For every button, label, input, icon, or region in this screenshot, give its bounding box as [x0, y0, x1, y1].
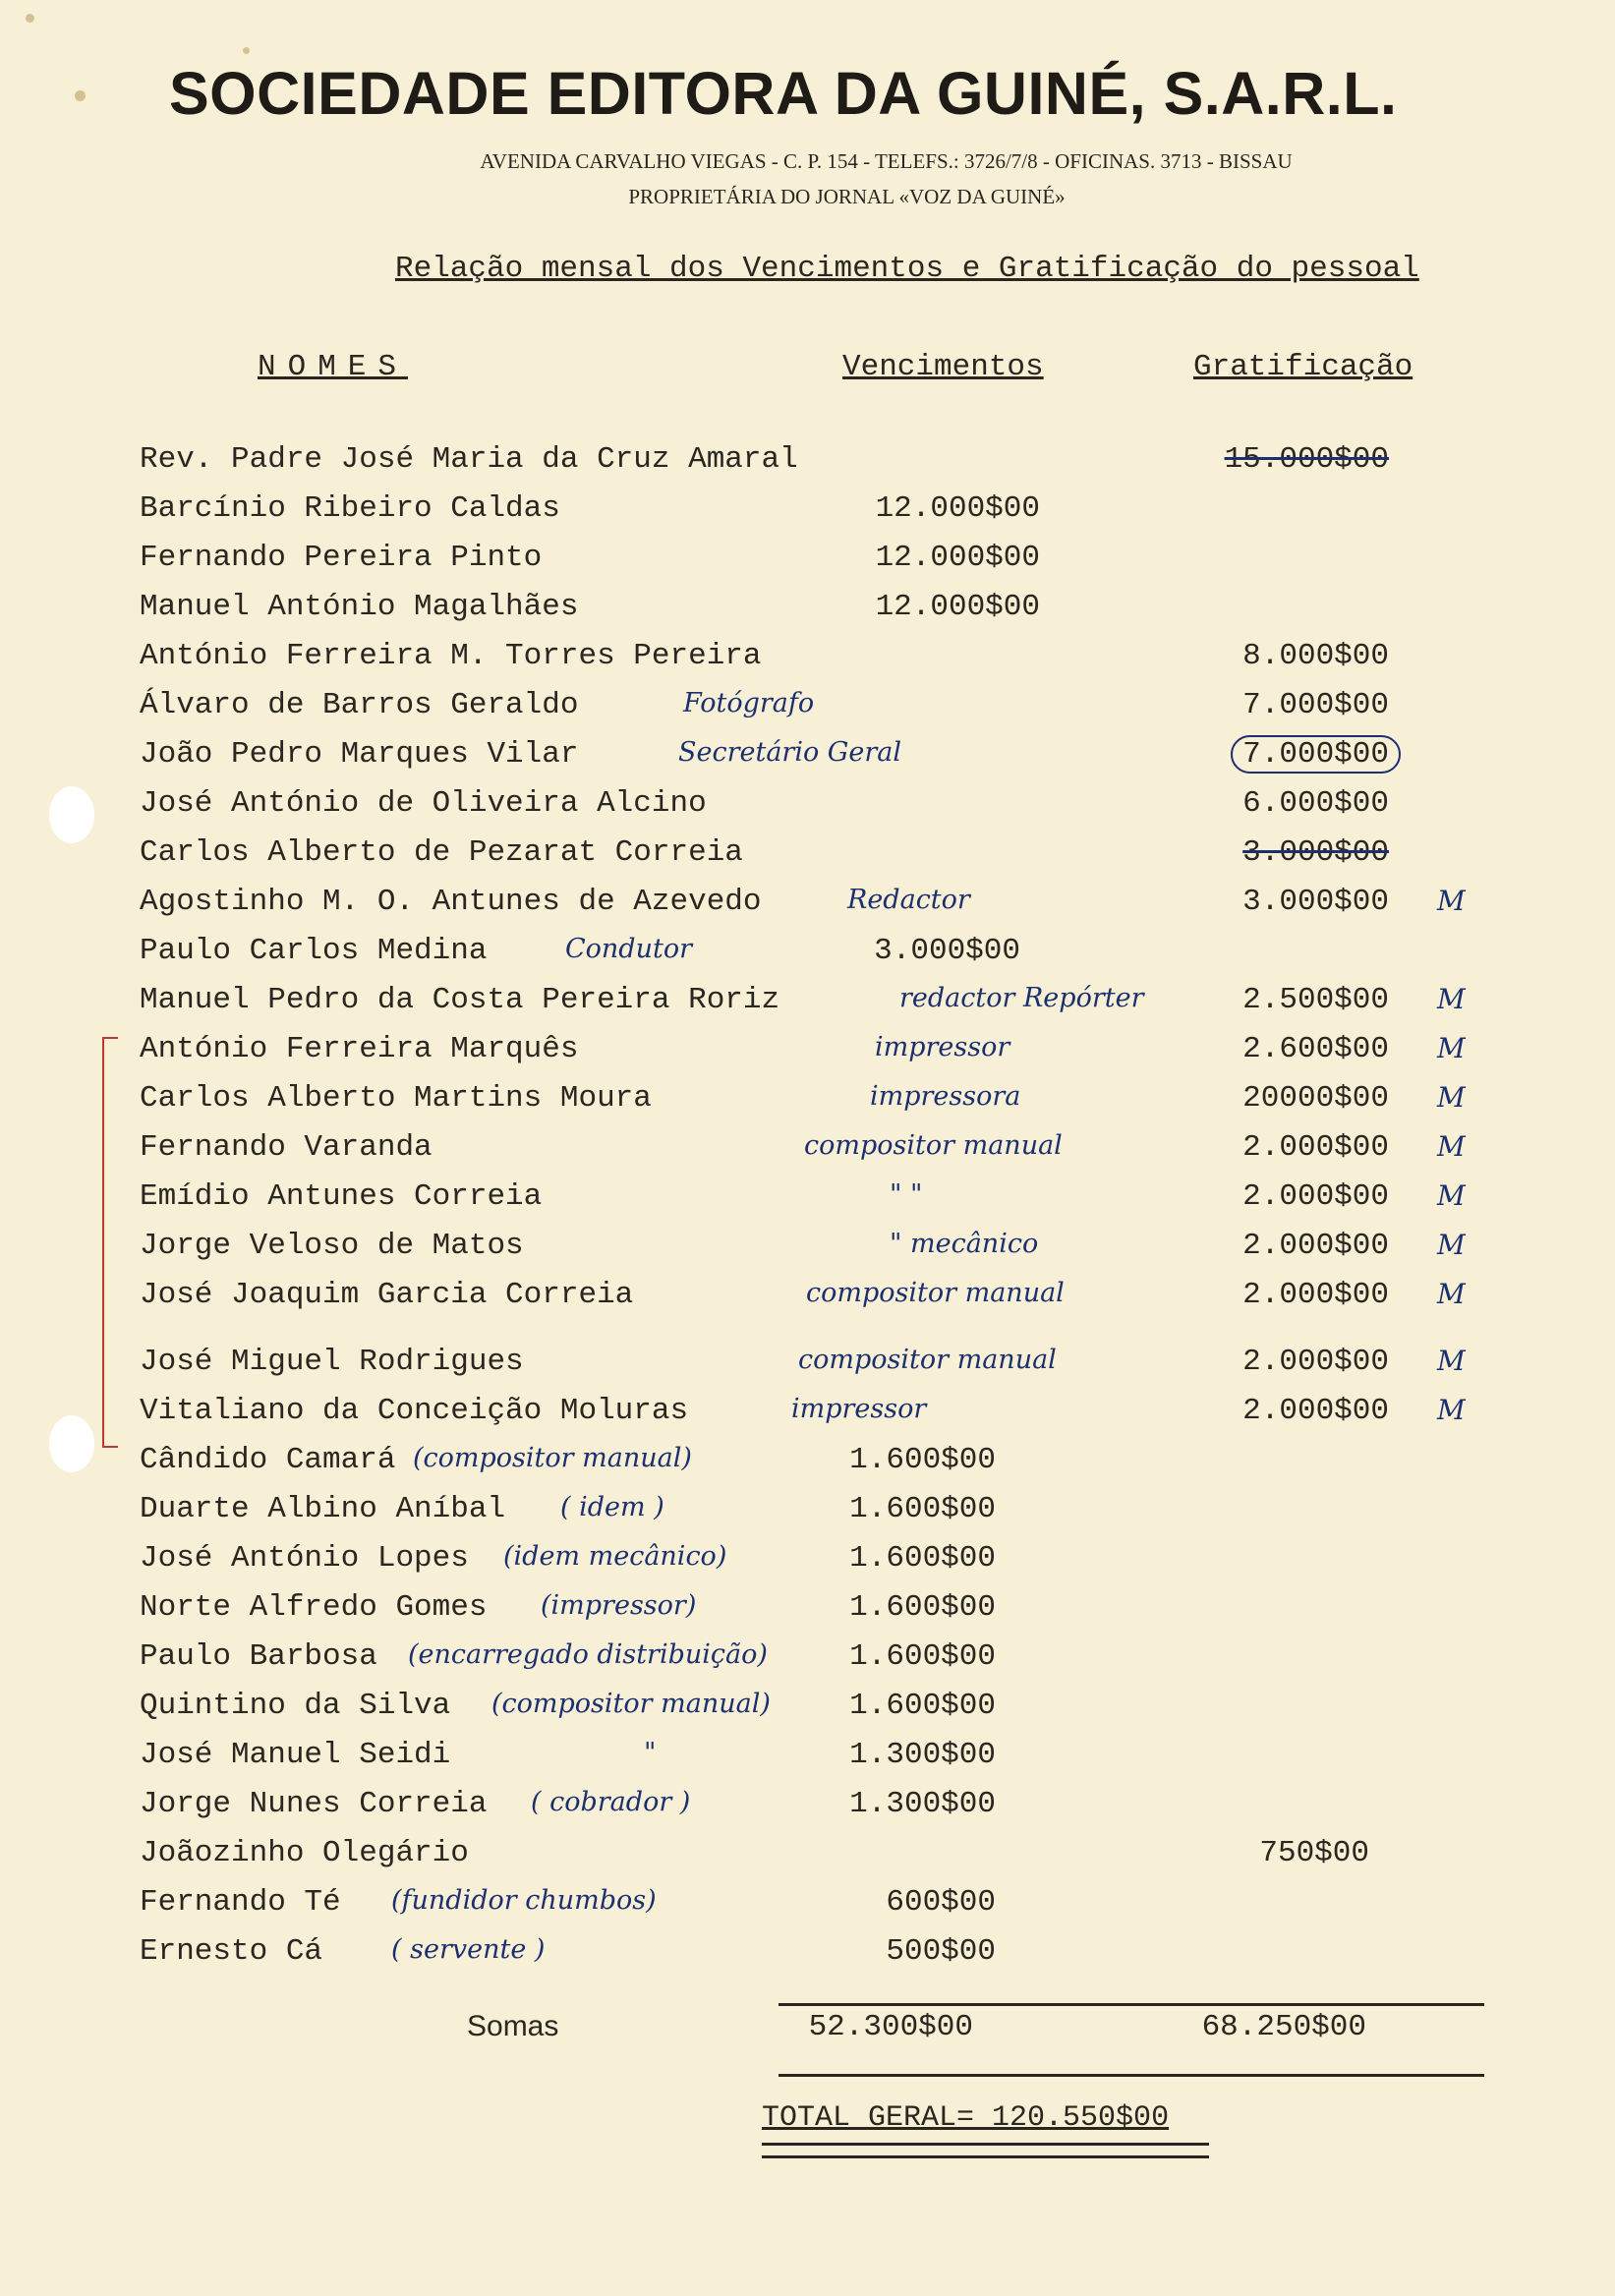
handwritten-role-note: impressora	[870, 1081, 1021, 1112]
bonus-amount: 20000$00	[1242, 1081, 1389, 1116]
table-row	[0, 1179, 1615, 1227]
table-row	[0, 737, 1615, 784]
staff-name: Carlos Alberto Martins Moura	[140, 1081, 652, 1116]
table-row	[0, 1081, 1615, 1128]
handwritten-mark: M	[1437, 1081, 1466, 1114]
table-row	[0, 1934, 1615, 1981]
staff-name: António Ferreira Marquês	[140, 1032, 579, 1066]
table-row	[0, 1689, 1615, 1736]
staff-name: Duarte Albino Aníbal	[140, 1492, 506, 1526]
staff-name: Vitaliano da Conceição Moluras	[140, 1394, 689, 1428]
table-row	[0, 688, 1615, 735]
salary-amount: 3.000$00	[874, 934, 1020, 968]
handwritten-role-note: (compositor manual)	[413, 1443, 692, 1473]
bonus-amount: 2.000$00	[1242, 1345, 1389, 1379]
salary-amount: 1.300$00	[849, 1738, 996, 1772]
bonus-amount	[1130, 737, 1389, 772]
document-title: Relação mensal dos Vencimentos e Gratificação do pessoal	[395, 252, 1419, 286]
table-row	[0, 786, 1615, 833]
staff-name: Jorge Nunes Correia	[140, 1787, 488, 1821]
table-row	[0, 885, 1615, 932]
table-row	[0, 1345, 1615, 1392]
handwritten-role-note: ( idem )	[560, 1492, 664, 1522]
table-row	[0, 1590, 1615, 1637]
bonus-amount: 8.000$00	[1242, 639, 1389, 673]
handwritten-role-note: compositor manual	[804, 1130, 1063, 1161]
table-row	[0, 541, 1615, 588]
salary-amount: 1.600$00	[849, 1639, 996, 1674]
table-row	[0, 442, 1615, 489]
salary-amount: 600$00	[886, 1885, 996, 1920]
staff-name: Manuel Pedro da Costa Pereira Roriz	[140, 983, 780, 1017]
bonus-amount: 7.000$00	[1242, 688, 1389, 722]
table-row	[0, 1492, 1615, 1539]
staff-name: Quintino da Silva	[140, 1689, 451, 1723]
handwritten-mark: M	[1437, 1394, 1466, 1426]
salary-amount: 1.300$00	[849, 1787, 996, 1821]
handwritten-role-note: compositor manual	[806, 1278, 1065, 1308]
staff-name: Fernando Varanda	[140, 1130, 433, 1165]
somas-top-rule	[779, 2003, 1484, 2006]
handwritten-mark: M	[1437, 885, 1466, 917]
bonus-amount: 3.000$00	[1242, 885, 1389, 919]
handwritten-role-note: Condutor	[565, 934, 692, 964]
salary-amount: 1.600$00	[849, 1443, 996, 1477]
handwritten-role-note: (compositor manual)	[491, 1689, 771, 1719]
handwritten-role-note: ( servente )	[391, 1934, 546, 1965]
table-row	[0, 1443, 1615, 1490]
paper-stain	[26, 14, 34, 23]
table-row	[0, 835, 1615, 883]
table-row	[0, 1836, 1615, 1883]
salary-amount: 1.600$00	[849, 1541, 996, 1576]
column-header-salaries: Vencimentos	[842, 350, 1044, 384]
handwritten-role-note: "	[644, 1738, 657, 1768]
handwritten-mark: M	[1437, 1229, 1466, 1261]
handwritten-role-note: Redactor	[847, 885, 970, 915]
staff-name: Rev. Padre José Maria da Cruz Amaral	[140, 442, 798, 477]
table-row	[0, 983, 1615, 1030]
table-row	[0, 934, 1615, 981]
staff-name: António Ferreira M. Torres Pereira	[140, 639, 762, 673]
somas-salaries-total: 52.300$00	[808, 2010, 973, 2044]
bonus-amount: 3.000$00	[1242, 835, 1389, 870]
handwritten-role-note: (fundidor chumbos)	[391, 1885, 657, 1916]
handwritten-role-note: " "	[890, 1179, 923, 1210]
somas-bonus-total: 68.250$00	[1201, 2010, 1366, 2044]
handwritten-mark: M	[1437, 1345, 1466, 1377]
staff-name: Cândido Camará	[140, 1443, 396, 1477]
staff-name: José Miguel Rodrigues	[140, 1345, 524, 1379]
staff-name: Barcínio Ribeiro Caldas	[140, 491, 560, 526]
staff-name: Joãozinho Olegário	[140, 1836, 469, 1870]
staff-name: Jorge Veloso de Matos	[140, 1229, 524, 1263]
somas-label: Somas	[467, 2010, 559, 2042]
table-row	[0, 1885, 1615, 1932]
handwritten-role-note: (encarregado distribuição)	[408, 1639, 768, 1670]
bonus-amount: 2.000$00	[1242, 1179, 1389, 1214]
paper-stain	[75, 90, 86, 101]
staff-name: Agostinho M. O. Antunes de Azevedo	[140, 885, 762, 919]
bonus-amount: 750$00	[1259, 1836, 1369, 1870]
table-row	[0, 1229, 1615, 1276]
staff-name: Paulo Carlos Medina	[140, 934, 488, 968]
table-row	[0, 590, 1615, 637]
staff-name: José António Lopes	[140, 1541, 469, 1576]
staff-name: Norte Alfredo Gomes	[140, 1590, 488, 1625]
company-address: AVENIDA CARVALHO VIEGAS - C. P. 154 - TELEFS.: 3726/7/8 - OFICINAS. 3713 - BISSAU	[480, 149, 1293, 173]
table-row	[0, 1738, 1615, 1785]
staff-name: José Manuel Seidi	[140, 1738, 451, 1772]
company-proprietor-line: PROPRIETÁRIA DO JORNAL «VOZ DA GUINÉ»	[628, 185, 1066, 208]
column-header-names: NOMES	[258, 350, 409, 384]
staff-name: João Pedro Marques Vilar	[140, 737, 579, 772]
handwritten-mark: M	[1437, 1278, 1466, 1310]
table-row	[0, 639, 1615, 686]
handwritten-role-note: redactor Repórter	[899, 983, 1144, 1013]
bonus-amount: 2.000$00	[1242, 1394, 1389, 1428]
staff-name: Carlos Alberto de Pezarat Correia	[140, 835, 743, 870]
staff-name: Ernesto Cá	[140, 1934, 323, 1969]
handwritten-role-note: ( cobrador )	[531, 1787, 691, 1817]
bonus-amount: 15.000$00	[1224, 442, 1389, 477]
salary-amount: 12.000$00	[875, 491, 1040, 526]
salary-amount: 12.000$00	[875, 590, 1040, 624]
paper-stain	[243, 47, 250, 54]
handwritten-mark: M	[1437, 1179, 1466, 1212]
salary-amount: 1.600$00	[849, 1689, 996, 1723]
handwritten-mark: M	[1437, 1130, 1466, 1163]
table-row	[0, 1787, 1615, 1834]
handwritten-role-note: (impressor)	[541, 1590, 697, 1621]
handwritten-role-note: impressor	[791, 1394, 927, 1424]
staff-name: José António de Oliveira Alcino	[140, 786, 707, 821]
bonus-amount: 2.600$00	[1242, 1032, 1389, 1066]
salary-amount: 1.600$00	[849, 1492, 996, 1526]
staff-name: Fernando Té	[140, 1885, 341, 1920]
table-row	[0, 1130, 1615, 1177]
circled-amount: 7.000$00	[1231, 735, 1401, 774]
salary-amount: 1.600$00	[849, 1590, 996, 1625]
bonus-amount: 2.000$00	[1242, 1278, 1389, 1312]
staff-name: José Joaquim Garcia Correia	[140, 1278, 634, 1312]
staff-name: Fernando Pereira Pinto	[140, 541, 543, 575]
somas-bottom-rule	[779, 2074, 1484, 2077]
salary-amount: 500$00	[886, 1934, 996, 1969]
table-row	[0, 1394, 1615, 1441]
bonus-amount: 2.500$00	[1242, 983, 1389, 1017]
company-name: SOCIEDADE EDITORA DA GUINÉ, S.A.R.L.	[169, 60, 1398, 127]
bonus-amount: 2.000$00	[1242, 1130, 1389, 1165]
table-row	[0, 491, 1615, 539]
handwritten-role-note: impressor	[875, 1032, 1010, 1062]
handwritten-mark: M	[1437, 983, 1466, 1015]
handwritten-role-note: Secretário Geral	[678, 737, 901, 768]
staff-name: Manuel António Magalhães	[140, 590, 579, 624]
table-row	[0, 1032, 1615, 1079]
handwritten-role-note: Fotógrafo	[683, 688, 815, 718]
handwritten-role-note: (idem mecânico)	[503, 1541, 727, 1572]
table-row	[0, 1278, 1615, 1325]
grand-total-double-underline	[762, 2143, 1209, 2158]
staff-name: Emídio Antunes Correia	[140, 1179, 543, 1214]
column-header-bonus: Gratificação	[1193, 350, 1413, 384]
table-row	[0, 1639, 1615, 1687]
table-row	[0, 1541, 1615, 1588]
staff-name: Paulo Barbosa	[140, 1639, 377, 1674]
salary-amount: 12.000$00	[875, 541, 1040, 575]
handwritten-mark: M	[1437, 1032, 1466, 1064]
handwritten-role-note: " mecânico	[890, 1229, 1039, 1259]
bonus-amount: 6.000$00	[1242, 786, 1389, 821]
grand-total: TOTAL GERAL= 120.550$00	[762, 2101, 1170, 2135]
bonus-amount: 2.000$00	[1242, 1229, 1389, 1263]
staff-name: Álvaro de Barros Geraldo	[140, 688, 579, 722]
handwritten-role-note: compositor manual	[798, 1345, 1057, 1375]
